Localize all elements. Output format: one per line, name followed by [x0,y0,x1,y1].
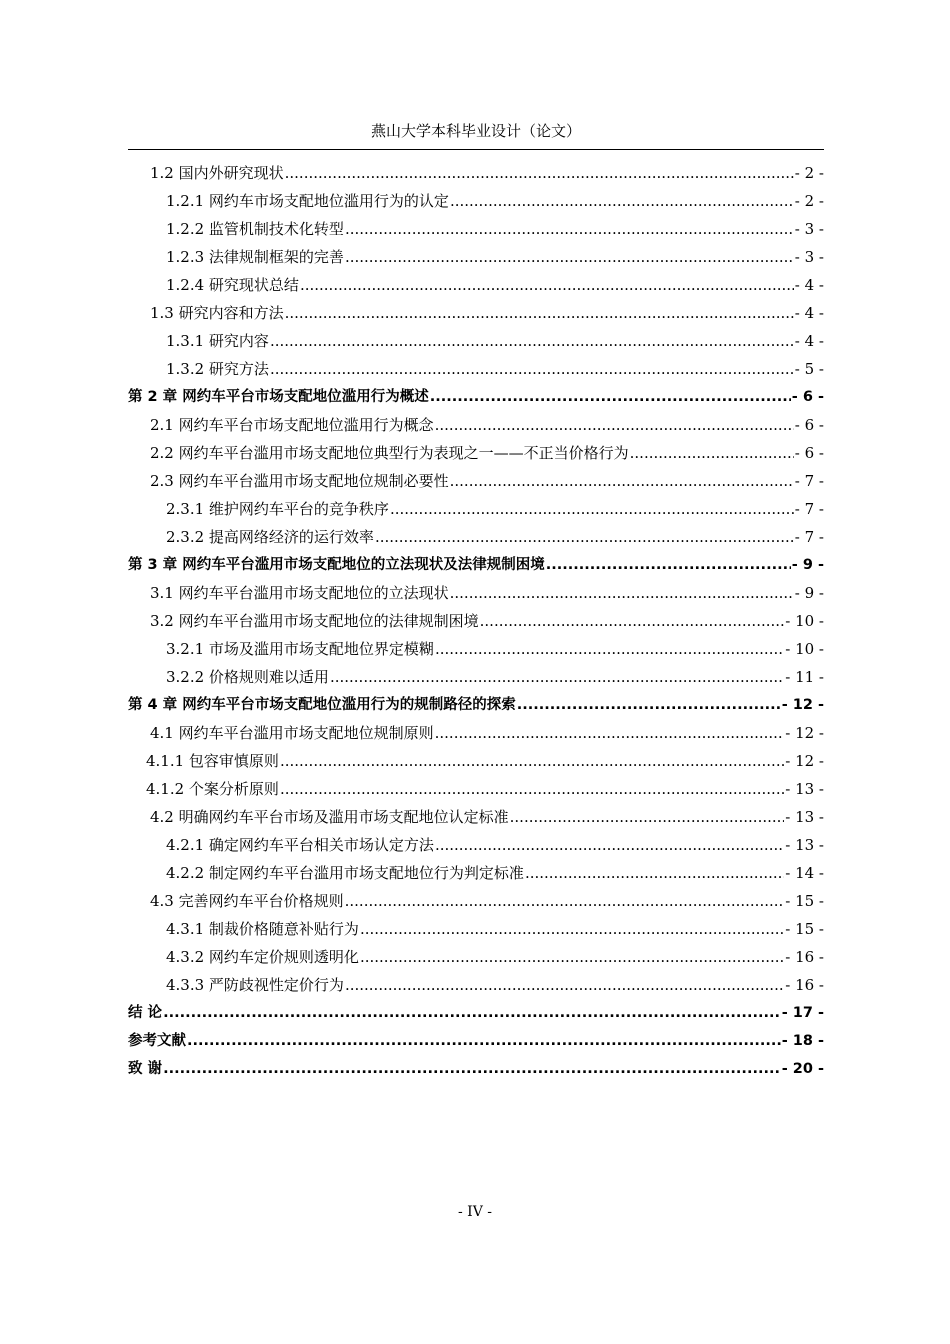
toc-leader-dots [525,859,784,887]
toc-entry-title: 3.2.2 价格规则难以适用 [166,668,329,686]
toc-entry-page: - 9 - [791,557,824,573]
toc-entry-page: - 16 - [785,976,824,994]
toc-entry-page: - 18 - [781,1033,824,1049]
toc-leader-dots [375,523,794,551]
toc-entry-title: 3.1 网约车平台滥用市场支配地位的立法现状 [150,584,449,602]
toc-entry-page: - 7 - [794,528,824,546]
toc-leader-dots [163,999,781,1027]
header-rule [128,149,824,150]
toc-leader-dots [270,355,794,383]
toc-entry-title: 4.3 完善网约车平台价格规则 [150,892,344,910]
toc-entry[interactable] [128,663,824,691]
toc-entry[interactable] [128,803,824,831]
toc-entry-title: 4.1.2 个案分析原则 [146,780,279,798]
toc-leader-dots [345,971,784,999]
toc-entry-title: 结 论 [128,1005,163,1021]
toc-entry[interactable] [128,327,824,355]
toc-entry-title: 第 4 章 网约车平台市场支配地位滥用行为的规制路径的探索 [128,697,516,713]
page-header: 燕山大学本科毕业设计（论文） [370,122,581,140]
toc-entry[interactable] [128,299,824,327]
toc-leader-dots [630,439,794,467]
toc-entry-title: 4.2.2 制定网约车平台滥用市场支配地位行为判定标准 [166,864,524,882]
toc-entry[interactable] [128,1055,824,1083]
toc-entry-title: 4.1 网约车平台滥用市场支配地位规制原则 [150,724,434,742]
toc-entry-title: 2.2 网约车平台滥用市场支配地位典型行为表现之一——不正当价格行为 [150,444,629,462]
toc-entry[interactable] [128,999,824,1027]
toc-leader-dots [345,887,785,915]
toc-entry[interactable] [128,859,824,887]
toc-leader-dots [300,271,794,299]
toc-entry[interactable] [128,411,824,439]
toc-entry-title: 1.3.1 研究内容 [166,332,269,350]
toc-entry-title: 3.2 网约车平台滥用市场支配地位的法律规制困境 [150,612,479,630]
toc-entry[interactable] [128,1027,824,1055]
toc-entry[interactable] [128,943,824,971]
toc-entry-title: 4.3.1 制裁价格随意补贴行为 [166,920,359,938]
toc-leader-dots [163,1055,781,1083]
toc-entry-page: - 7 - [794,472,824,490]
toc-leader-dots [345,243,794,271]
toc-leader-dots [285,299,794,327]
toc-entry-page: - 14 - [785,864,824,882]
toc-entry-page: - 4 - [794,332,824,350]
toc-entry-page: - 9 - [794,584,824,602]
toc-leader-dots [435,831,784,859]
toc-entry-title: 2.3.2 提高网络经济的运行效率 [166,528,374,546]
toc-entry-page: - 11 - [785,668,824,686]
toc-leader-dots [360,943,784,971]
toc-entry-title: 4.2 明确网约车平台市场及滥用市场支配地位认定标准 [150,808,509,826]
toc-entry-title: 2.1 网约车平台市场支配地位滥用行为概念 [150,416,434,434]
toc-entry-title: 4.3.3 严防歧视性定价行为 [166,976,344,994]
toc-entry-title: 1.2 国内外研究现状 [150,164,284,182]
toc-entry-title: 第 3 章 网约车平台滥用市场支配地位的立法现状及法律规制困境 [128,557,545,573]
toc-entry-page: - 12 - [785,724,824,742]
toc-entry-page: - 10 - [785,612,824,630]
toc-entry[interactable] [128,747,824,775]
toc-entry-page: - 12 - [781,697,824,713]
toc-entry-title: 第 2 章 网约车平台市场支配地位滥用行为概述 [128,389,429,405]
toc-entry[interactable] [128,551,824,579]
toc-entry[interactable] [128,579,824,607]
toc-entry-title: 4.1.1 包容审慎原则 [146,752,279,770]
toc-leader-dots [270,327,794,355]
toc-entry-title: 4.3.2 网约车定价规则透明化 [166,948,359,966]
toc-entry[interactable] [128,495,824,523]
toc-entry[interactable] [128,971,824,999]
toc-entry-title: 3.2.1 市场及滥用市场支配地位界定模糊 [166,640,434,658]
toc-entry-title: 参考文献 [128,1033,186,1049]
toc-entry-title: 1.2.1 网约车市场支配地位滥用行为的认定 [166,192,449,210]
table-of-contents [128,159,824,1083]
toc-entry-title: 2.3 网约车平台滥用市场支配地位规制必要性 [150,472,449,490]
toc-entry-page: - 10 - [785,640,824,658]
toc-leader-dots [435,719,785,747]
toc-entry-title: 4.2.1 确定网约车平台相关市场认定方法 [166,836,434,854]
toc-entry-page: - 4 - [794,304,824,322]
toc-leader-dots [280,747,784,775]
toc-entry[interactable] [128,467,824,495]
toc-entry-page: - 20 - [781,1061,824,1077]
toc-entry[interactable] [128,523,824,551]
toc-leader-dots [450,187,794,215]
toc-entry[interactable] [128,691,824,719]
toc-entry-page: - 12 - [785,752,824,770]
toc-leader-dots [330,663,784,691]
toc-entry-page: - 16 - [785,948,824,966]
toc-entry[interactable] [128,355,824,383]
toc-entry[interactable] [128,831,824,859]
page-number: - IV - [457,1204,492,1220]
toc-entry[interactable] [128,439,824,467]
toc-leader-dots [430,383,791,411]
toc-entry-page: - 3 - [794,248,824,266]
toc-entry-page: - 6 - [794,416,824,434]
toc-entry-title: 1.3 研究内容和方法 [150,304,284,322]
toc-leader-dots [435,635,784,663]
toc-entry-page: - 13 - [785,836,824,854]
toc-entry-page: - 2 - [794,192,824,210]
toc-entry-page: - 7 - [794,500,824,518]
toc-leader-dots [187,1027,781,1055]
toc-leader-dots [450,467,794,495]
toc-leader-dots [510,803,785,831]
toc-entry-page: - 4 - [794,276,824,294]
toc-leader-dots [450,579,794,607]
toc-entry-page: - 13 - [785,808,824,826]
toc-entry[interactable] [128,271,824,299]
toc-entry-title: 2.3.1 维护网约车平台的竞争秩序 [166,500,389,518]
toc-entry[interactable] [128,635,824,663]
toc-entry-title: 1.2.3 法律规制框架的完善 [166,248,344,266]
toc-entry-page: - 6 - [794,444,824,462]
toc-leader-dots [435,411,794,439]
toc-entry[interactable] [128,719,824,747]
toc-leader-dots [480,607,785,635]
toc-entry-title: 致 谢 [128,1061,163,1077]
toc-entry-title: 1.3.2 研究方法 [166,360,269,378]
toc-leader-dots [360,915,784,943]
toc-entry-page: - 15 - [785,892,824,910]
toc-entry[interactable] [128,187,824,215]
toc-entry-title: 1.2.2 监管机制技术化转型 [166,220,344,238]
toc-entry-page: - 2 - [794,164,824,182]
toc-entry[interactable] [128,243,824,271]
toc-entry[interactable] [128,607,824,635]
toc-entry-page: - 3 - [794,220,824,238]
toc-entry[interactable] [128,383,824,411]
toc-entry[interactable] [128,215,824,243]
toc-entry-page: - 6 - [791,389,824,405]
toc-entry[interactable] [128,915,824,943]
toc-entry[interactable] [128,159,824,187]
toc-leader-dots [390,495,794,523]
toc-entry-page: - 5 - [794,360,824,378]
toc-entry-page: - 17 - [781,1005,824,1021]
toc-entry-page: - 13 - [785,780,824,798]
toc-leader-dots [280,775,784,803]
toc-leader-dots [517,691,781,719]
toc-leader-dots [345,215,794,243]
toc-entry[interactable] [128,775,824,803]
toc-entry-title: 1.2.4 研究现状总结 [166,276,299,294]
toc-entry-page: - 15 - [785,920,824,938]
toc-entry[interactable] [128,887,824,915]
toc-leader-dots [285,159,794,187]
toc-leader-dots [546,551,791,579]
